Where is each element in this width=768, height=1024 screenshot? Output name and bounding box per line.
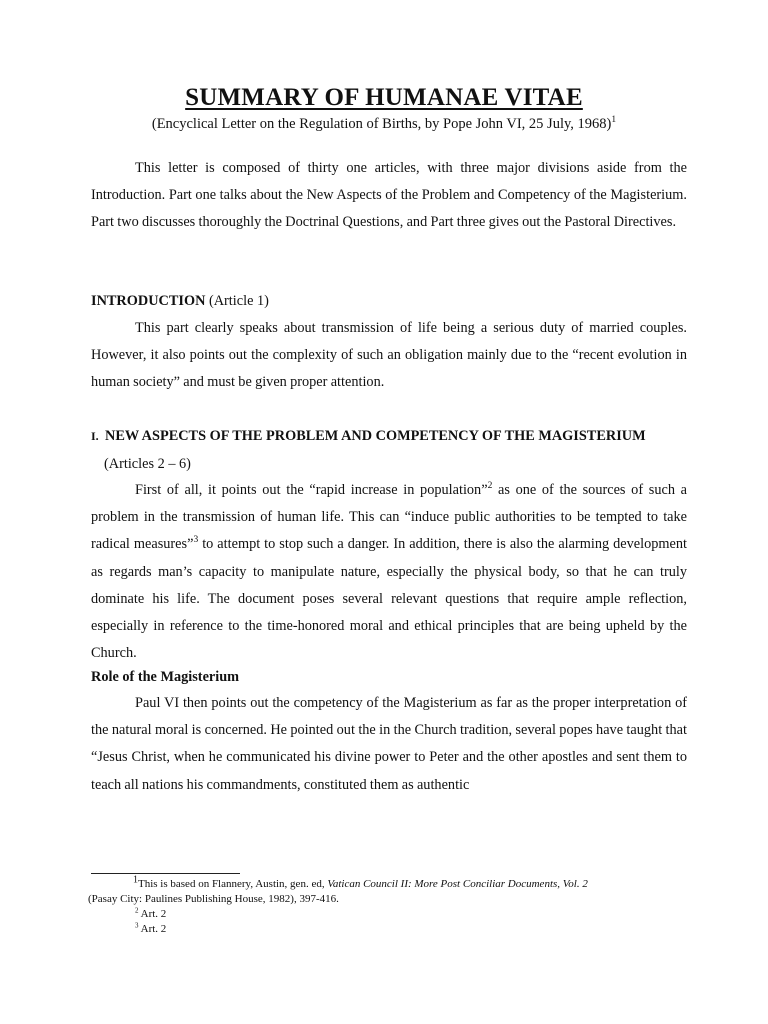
footnote-1 — [88, 874, 688, 892]
footnote-3-number: 3 — [135, 921, 139, 930]
introduction-article: (Article 1) — [205, 293, 269, 309]
section-1-heading — [91, 423, 691, 450]
intro-paragraph: This letter is composed of thirty one articles, with three major divisions aside from the Introduction. Part one talks about the New Aspects of the Problem and Competency of the Magisterium. Part two discusses thoroughly the Doctrinal Questions, and Part three gives out the Pastoral Directives. — [91, 160, 687, 231]
footnote-ref-1[interactable]: 1 — [611, 115, 617, 126]
footnote-1-title: Vatican Council II: More Post Conciliar Documents, Vol. 2 — [327, 878, 588, 890]
role-heading-label: Role of the Magisterium — [91, 669, 240, 685]
footnote-1-text: This is based on Flannery, Austin, gen. ed, — [138, 878, 328, 890]
footnote-ref-3[interactable]: 3 — [193, 535, 199, 546]
section-1-text-c: to attempt to stop such a danger. In addition, there is also the alarming development as regards man’s capacity to manipulate nature, especially the physical body, so that he can truly dominate his life. The document poses several relevant questions that require ample reflection, especially in reference to the time-honored moral and ethical principles that are being upheld by the Church. — [91, 536, 687, 662]
footnote-2 — [88, 907, 688, 922]
section-1-articles: (Articles 2 – 6) — [104, 456, 191, 472]
introduction-heading — [91, 288, 691, 315]
footnote-1-number: 1 — [133, 874, 138, 886]
footnote-separator — [91, 873, 240, 874]
section-1-paragraph — [91, 477, 687, 667]
footnotes — [88, 874, 688, 937]
section-1-heading-label: NEW ASPECTS OF THE PROBLEM AND COMPETENCY OF THE MAGISTERIUM — [105, 428, 646, 444]
footnote-2-text: Art. 2 — [138, 908, 167, 920]
subtitle-text: (Encyclical Letter on the Regulation of Births, by Pope John VI, 25 July, 1968) — [151, 116, 612, 132]
section-1-text-a: First of all, it points out the “rapid increase in population” — [135, 482, 488, 498]
introduction-paragraph: This part clearly speaks about transmission of life being a serious duty of married couples. However, it also points out the complexity of such an obligation mainly due to the “recent evolution in human society” and must be given proper attention. — [91, 320, 687, 391]
page-title: SUMMARY OF HUMANAE VITAE — [185, 84, 583, 111]
footnote-ref-2[interactable]: 2 — [487, 481, 493, 492]
introduction-heading-label: INTRODUCTION — [91, 293, 206, 309]
role-paragraph: Paul VI then points out the competency of the Magisterium as far as the proper interpretation of the natural moral is concerned. He pointed out the in the Church tradition, several popes have taught that “Jesus Christ, when he communicated his divine power to Peter and the other apostles and sent them to teach all nations his commandments, constituted them as authentic — [91, 695, 687, 793]
subtitle — [0, 116, 768, 133]
footnote-1-continued: (Pasay City: Paulines Publishing House, 1982), 397-416. — [88, 893, 339, 905]
section-1-text-b: as one of the sources of such a problem in the transmission of human life. This can “induce public authorities to be tempted to take radical measures” — [91, 482, 687, 553]
footnote-3-text: Art. 2 — [138, 923, 167, 935]
role-heading — [91, 664, 691, 691]
footnote-3 — [88, 922, 688, 937]
section-1-numeral: I. — [91, 429, 99, 443]
footnote-2-number: 2 — [135, 906, 139, 915]
